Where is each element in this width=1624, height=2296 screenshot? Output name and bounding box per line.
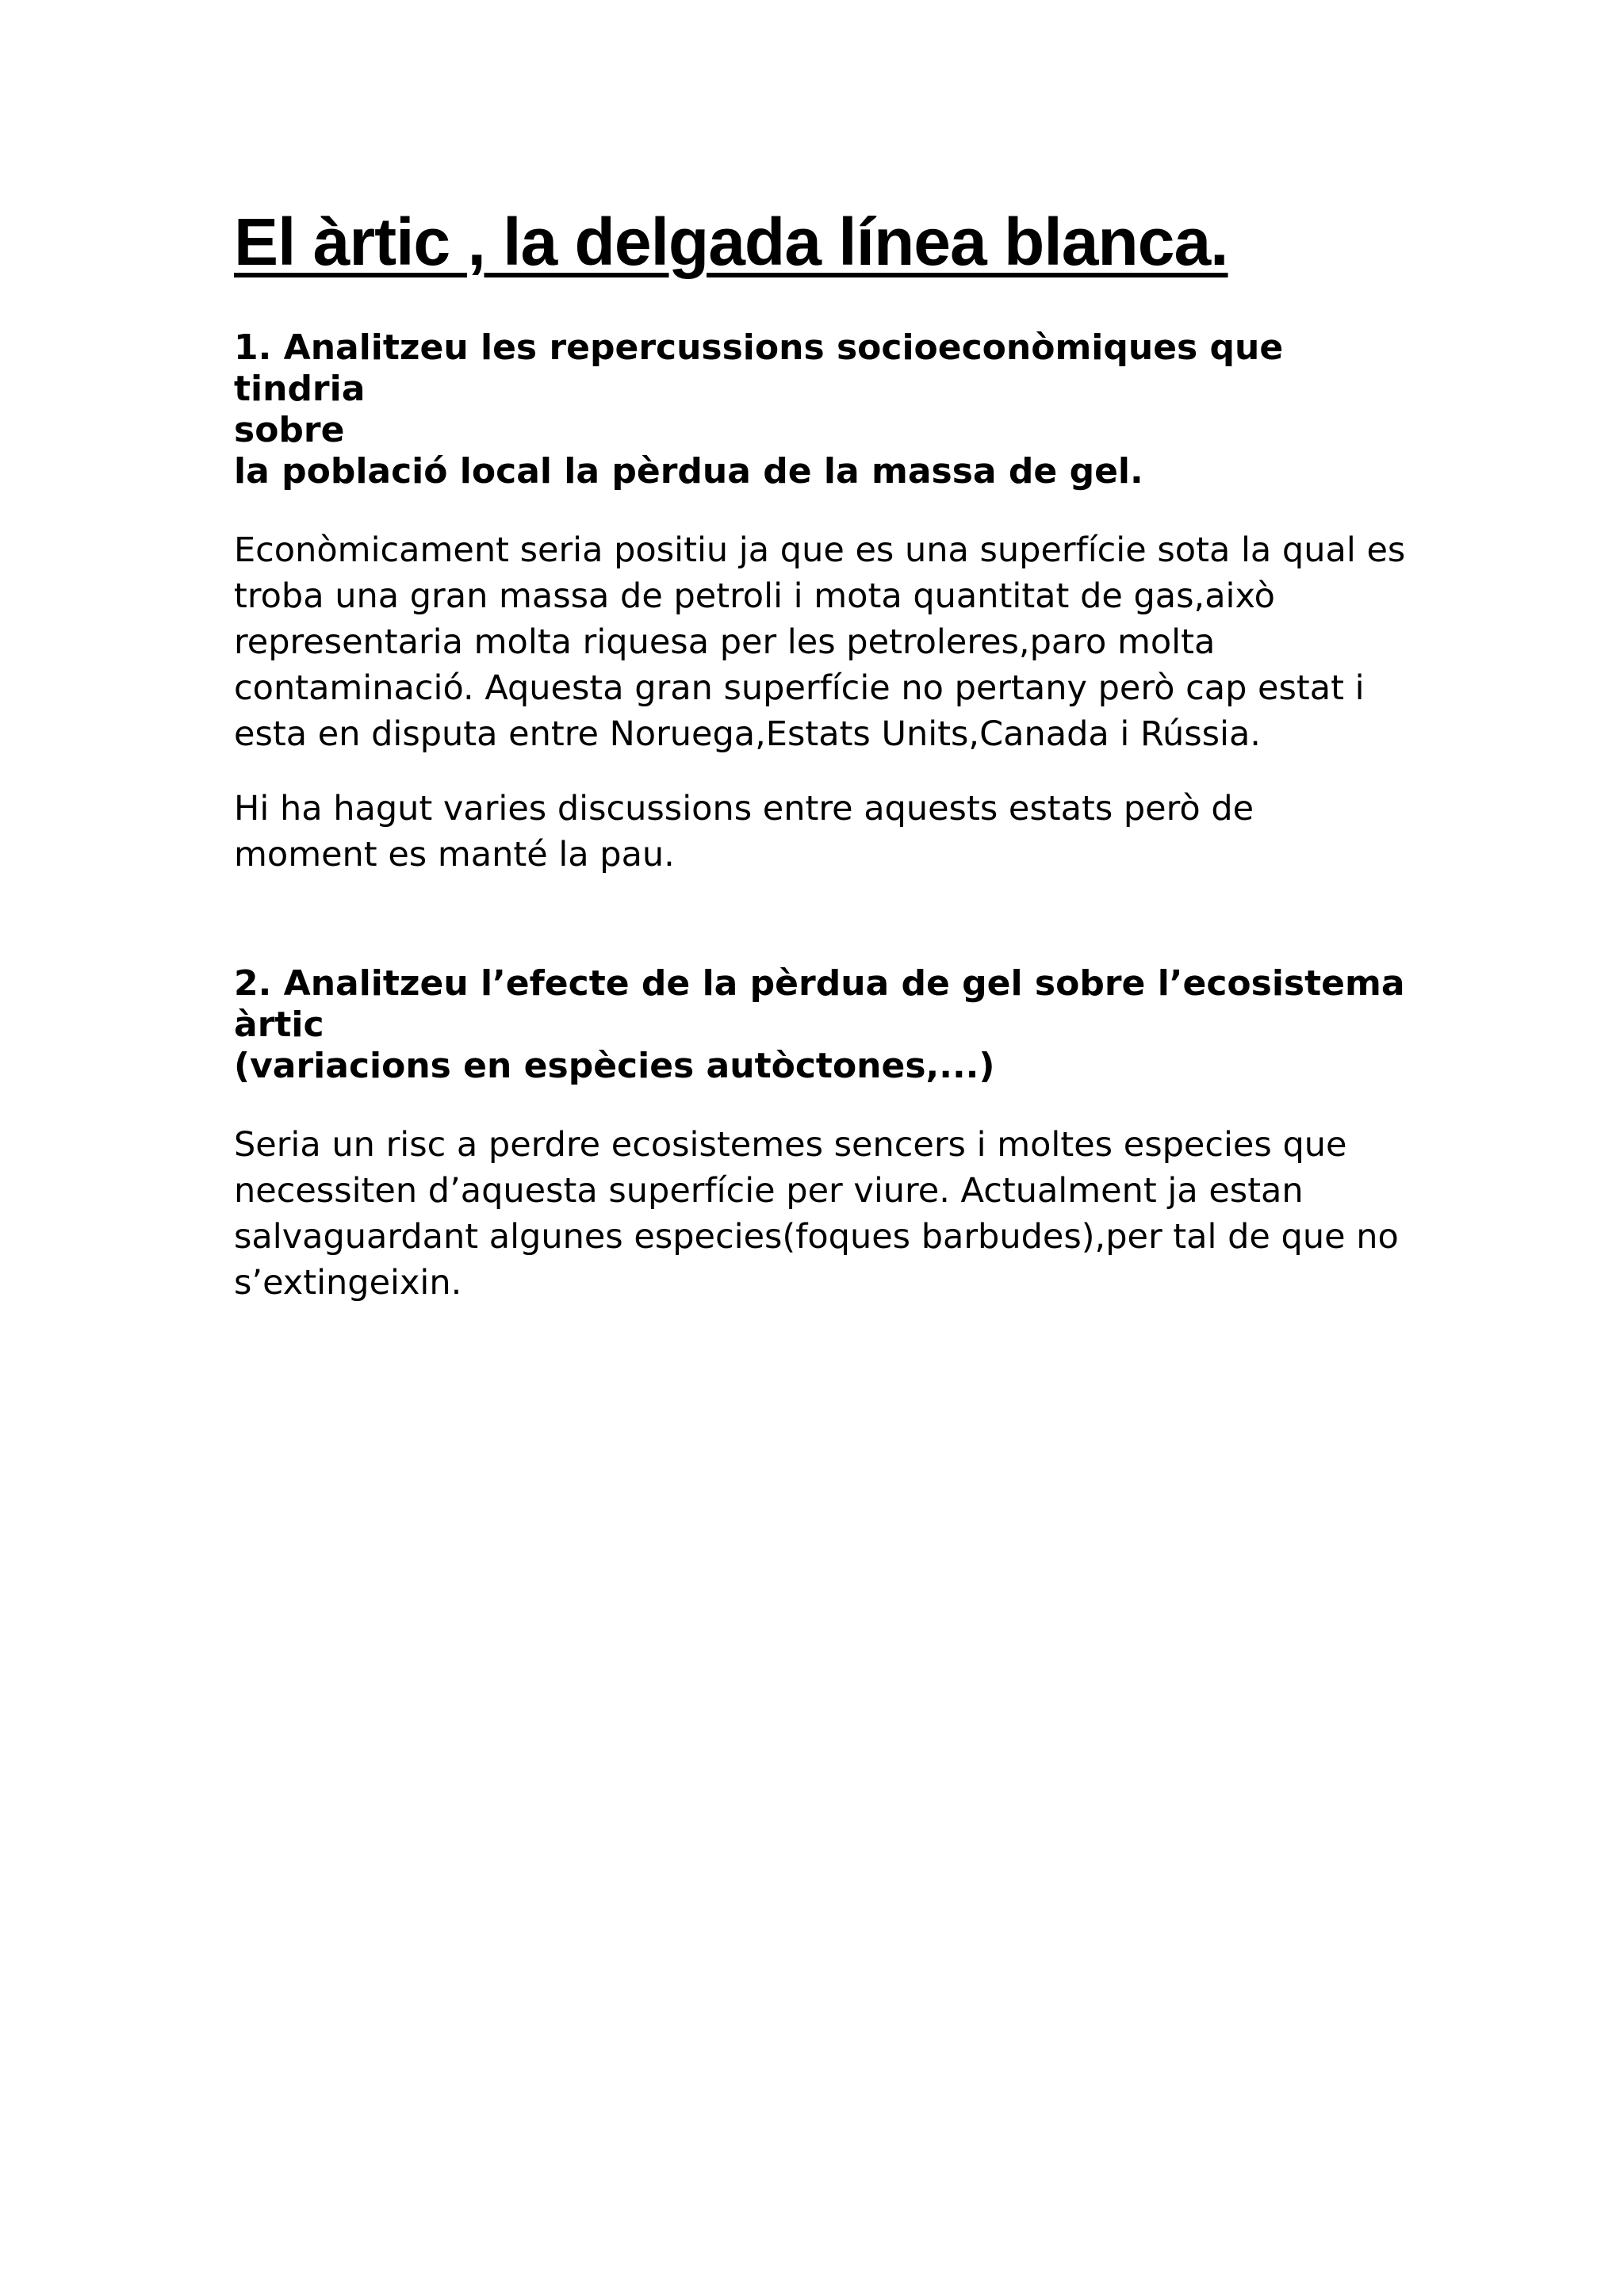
question-1-line-3: la població local la pèrdua de la massa de gel.: [234, 451, 1143, 492]
question-1-line-2: sobre: [234, 410, 345, 450]
question-2-line-1: 2. Analitzeu l’efecte de la pèrdua de gel sobre l’ecosistema: [234, 963, 1405, 1004]
answer-2-paragraph-1: Seria un risc a perdre ecosistemes sencers i moltes especies que necessiten d’aquesta superfície per viure. Actualment ja estan salvaguardant algunes especies(foques barbudes),per tal de que no s’extingeixin.: [234, 1125, 1399, 1303]
document-body: [234, 202, 1408, 1306]
question-1-heading: [234, 327, 1408, 492]
question-2-heading: [234, 963, 1408, 1087]
question-2-line-2: àrtic: [234, 1004, 324, 1045]
answer-1-paragraph-1: Econòmicament seria positiu ja que es una superfície sota la qual es troba una gran massa de petroli i mota quantitat de gas,això representaria molta riquesa per les petroleres,paro molta contaminació. Aquesta gran superfície no pertany però cap estat i esta en disputa entre Noruega,Estats Units,Canada i Rússia.: [234, 530, 1406, 754]
answer-1-paragraph-2: Hi ha hagut varies discussions entre aquests estats però de moment es manté la pau.: [234, 789, 1254, 874]
question-2-line-3: (variacions en espècies autòctones,...): [234, 1046, 995, 1086]
question-1-line-1: 1. Analitzeu les repercussions socioeconòmiques que tindria: [234, 327, 1284, 409]
document-title: El àrtic , la delgada línea blanca.: [234, 205, 1228, 279]
